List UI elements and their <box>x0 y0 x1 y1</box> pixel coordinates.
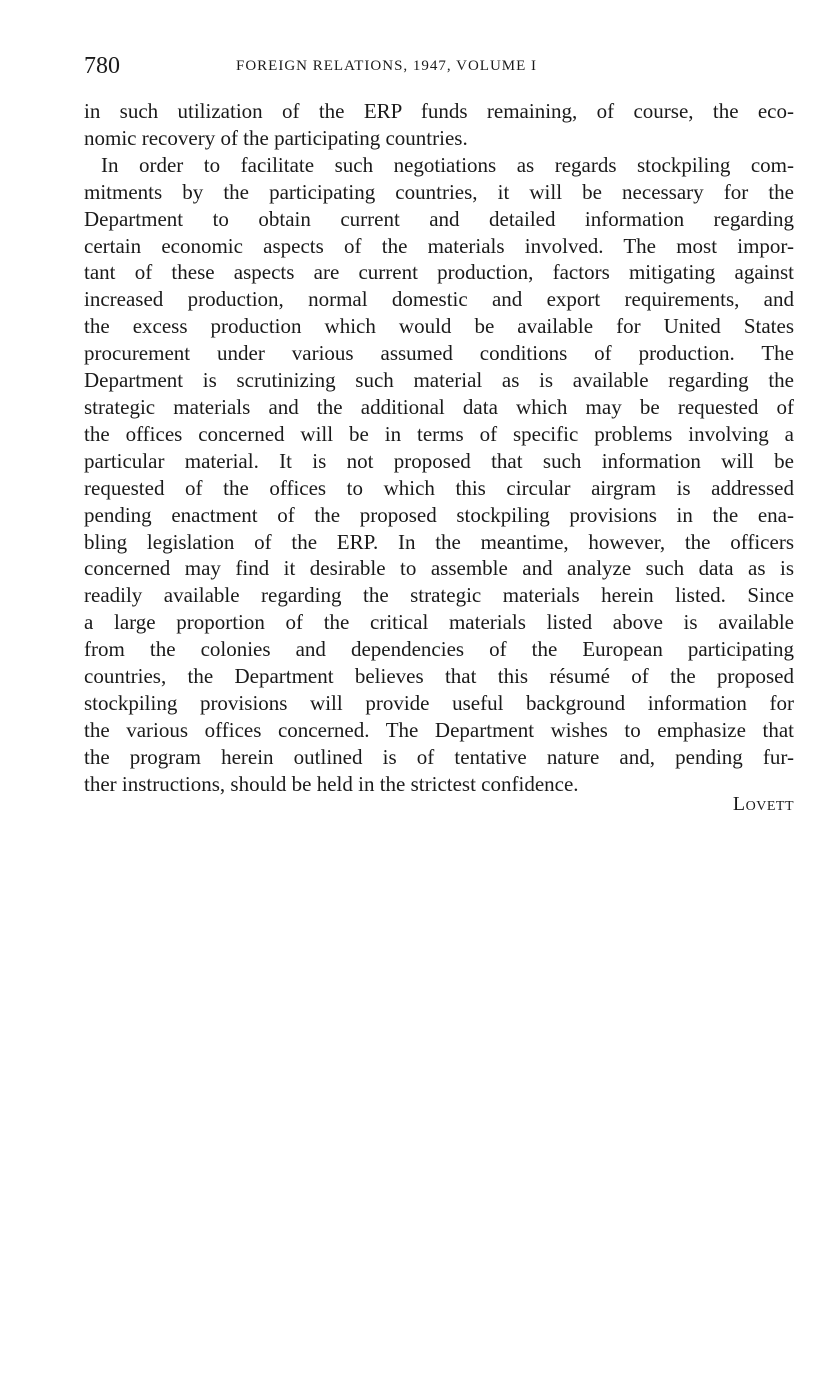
text-line: bling legislation of the ERP. In the meantime, however, the officers <box>84 529 794 554</box>
text-line: strategic materials and the additional data which may be requested of <box>84 394 794 419</box>
text-line: Department is scrutinizing such material as is available regarding the <box>84 368 794 393</box>
text-line: the program herein outlined is of tentative nature and, pending fur- <box>84 744 794 769</box>
paragraph-1 <box>84 98 794 152</box>
text-line: ther instructions, should be held in the strictest confidence. <box>84 771 579 796</box>
body-text <box>84 98 794 798</box>
text-line: procurement under various assumed conditions of production. The <box>84 341 794 366</box>
text-line: a large proportion of the critical materials listed above is available <box>84 610 794 635</box>
signature: Lovett <box>732 793 794 815</box>
text-line: readily available regarding the strategic materials herein listed. Since <box>84 583 794 608</box>
text-line: requested of the offices to which this circular airgram is addressed <box>84 475 794 500</box>
text-line: countries, the Department believes that this résumé of the proposed <box>84 664 794 689</box>
text-line: certain economic aspects of the materials involved. The most impor- <box>84 233 794 258</box>
text-line: increased production, normal domestic and export requirements, and <box>84 287 794 312</box>
paragraph-2 <box>84 152 794 798</box>
text-line: the various offices concerned. The Department wishes to emphasize that <box>84 717 794 742</box>
text-line: from the colonies and dependencies of the European participating <box>84 637 794 662</box>
text-line: tant of these aspects are current production, factors mitigating against <box>84 260 794 285</box>
page-number: 780 <box>84 53 120 79</box>
text-line: concerned may find it desirable to assemble and analyze such data as is <box>84 556 794 581</box>
text-line: stockpiling provisions will provide useful background information for <box>84 690 794 715</box>
text-line: the excess production which would be available for United States <box>84 314 794 339</box>
text-line: Department to obtain current and detailed information regarding <box>84 206 794 231</box>
text-line: nomic recovery of the participating countries. <box>84 125 468 150</box>
text-line: the offices concerned will be in terms of specific problems involving a <box>84 421 794 446</box>
running-head <box>84 50 794 82</box>
running-title: FOREIGN RELATIONS, 1947, VOLUME I <box>236 58 538 74</box>
text-line: in such utilization of the ERP funds remaining, of course, the eco- <box>84 99 794 123</box>
text-line: pending enactment of the proposed stockpiling provisions in the ena- <box>84 502 794 527</box>
text-line: particular material. It is not proposed that such information will be <box>84 448 794 473</box>
text-line: mitments by the participating countries, it will be necessary for the <box>84 179 794 204</box>
text-line: In order to facilitate such negotiations as regards stockpiling com- <box>101 152 794 177</box>
